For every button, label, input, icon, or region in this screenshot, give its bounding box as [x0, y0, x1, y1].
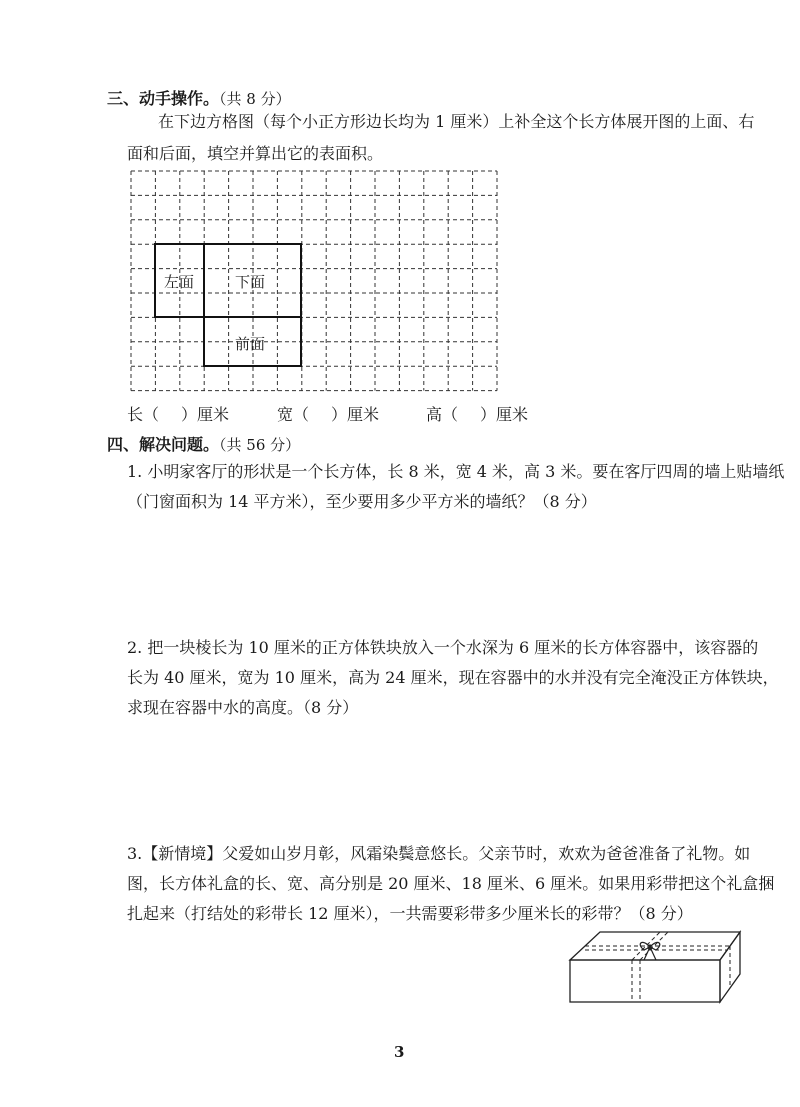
length-label: 长（: [127, 405, 160, 424]
height-unit: ）厘米: [480, 405, 529, 424]
question-3-line-3: 扎起来（打结处的彩带长 12 厘米），一共需要彩带多少厘米长的彩带？（8 分）: [127, 904, 693, 923]
width-unit: ）厘米: [331, 405, 380, 424]
height-label: 高（: [426, 405, 459, 424]
question-2-line-2: 长为 40 厘米，宽为 10 厘米，高为 24 厘米，现在容器中的水并没有完全淹没正方体铁块，: [127, 668, 779, 687]
section-4-points: （共 56 分）: [219, 436, 301, 454]
width-label: 宽（: [277, 405, 310, 424]
width-blank: [277, 402, 379, 425]
question-1-line-1: 1. 小明家客厅的形状是一个长方体，长 8 米，宽 4 米，高 3 米。要在客厅四周的墙上贴墙纸: [127, 462, 785, 481]
bottom-face-label: 下面: [235, 273, 266, 291]
question-2-line-3: 求现在容器中水的高度。（8 分）: [127, 698, 359, 717]
section-3-points: （共 8 分）: [219, 90, 291, 108]
section-4-heading: [107, 432, 300, 455]
section-3-instruction-line-1: 在下边方格图（每个小正方形边长均为 1 厘米）上补全这个长方体展开图的上面、右: [158, 112, 755, 131]
page-number: 3: [394, 1043, 405, 1061]
section-3-instruction-line-2: 面和后面，填空并算出它的表面积。: [127, 144, 384, 163]
left-face-label: 左面: [164, 273, 195, 291]
net-faces: [155, 244, 301, 366]
length-unit: ）厘米: [181, 405, 230, 424]
question-3-line-1: 3.【新情境】父爱如山岁月彰，风霜染鬓意悠长。父亲节时，欢欢为爸爸准备了礼物。如: [127, 844, 751, 863]
question-2-line-1: 2. 把一块棱长为 10 厘米的正方体铁块放入一个水深为 6 厘米的长方体容器中，该容器的: [127, 638, 759, 657]
height-blank: [426, 402, 528, 425]
question-3-line-2: 图，长方体礼盒的长、宽、高分别是 20 厘米、18 厘米、6 厘米。如果用彩带把这个礼盒捆: [127, 874, 775, 893]
gift-box-illustration: [560, 920, 760, 1010]
front-face-label: 前面: [235, 335, 266, 353]
ribbon-bow-icon: [640, 942, 660, 960]
question-1-line-2: （门窗面积为 14 平方米），至少要用多少平方米的墙纸？（8 分）: [127, 492, 597, 511]
length-blank: [127, 402, 229, 425]
box-front-face: [570, 960, 720, 1002]
section-3-title: 三、动手操作。: [107, 89, 220, 108]
section-4-title: 四、解决问题。: [107, 435, 220, 454]
